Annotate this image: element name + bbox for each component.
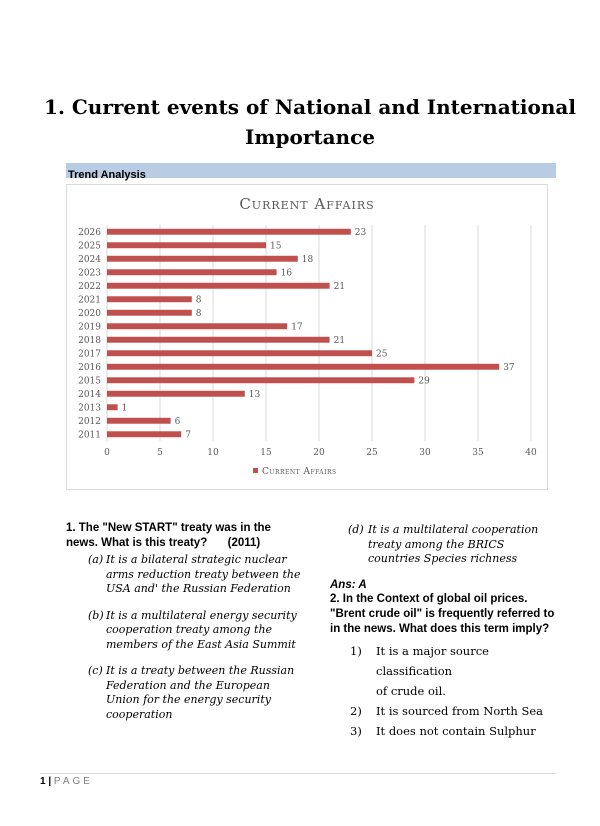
page-number: 1 | bbox=[40, 776, 52, 787]
y-tick-label: 2013 bbox=[78, 403, 101, 414]
question-1-text bbox=[66, 521, 302, 551]
right-column bbox=[330, 521, 558, 741]
question-1 bbox=[66, 521, 302, 722]
bar bbox=[107, 242, 266, 248]
title-line-2: Importance bbox=[244, 125, 376, 149]
x-tick-label: 25 bbox=[366, 448, 378, 458]
x-tick-label: 10 bbox=[207, 448, 219, 458]
y-tick-label: 2025 bbox=[78, 241, 101, 252]
data-label: 16 bbox=[280, 268, 293, 279]
option-label: (a) bbox=[88, 553, 104, 566]
y-tick-label: 2020 bbox=[78, 308, 101, 319]
y-tick-label: 2023 bbox=[78, 268, 101, 279]
title-line-1: 1. Current events of National and International bbox=[44, 95, 576, 119]
y-tick-label: 2012 bbox=[78, 416, 101, 427]
y-tick-label: 2018 bbox=[78, 335, 101, 346]
y-tick-label: 2017 bbox=[78, 349, 101, 360]
bar bbox=[107, 256, 298, 262]
data-label: 21 bbox=[333, 281, 346, 292]
chart-container bbox=[66, 184, 548, 490]
x-tick-label: 0 bbox=[104, 448, 110, 458]
list-item: 3) It does not contain Sulphur bbox=[350, 723, 536, 738]
data-label: 37 bbox=[503, 362, 515, 373]
bar bbox=[107, 269, 277, 275]
question-2-text: 2. In the Context of global oil prices. "Brent crude oil" is frequently referred to in the news. What does this term imply? bbox=[330, 592, 555, 635]
data-label: 18 bbox=[301, 254, 314, 265]
bar bbox=[107, 404, 118, 410]
y-tick-label: 2016 bbox=[78, 362, 101, 373]
data-label: 21 bbox=[333, 335, 346, 346]
data-label: 13 bbox=[248, 389, 261, 400]
bar bbox=[107, 364, 499, 370]
y-tick-label: 2015 bbox=[78, 376, 101, 387]
data-label: 29 bbox=[418, 376, 430, 387]
x-tick-label: 15 bbox=[260, 448, 272, 458]
y-tick-label: 2019 bbox=[78, 322, 101, 333]
legend-swatch bbox=[253, 468, 258, 473]
x-tick-label: 5 bbox=[157, 448, 163, 458]
y-tick-label: 2021 bbox=[78, 295, 101, 306]
page-footer bbox=[40, 776, 93, 787]
y-tick-label: 2022 bbox=[78, 281, 101, 292]
bar bbox=[107, 418, 171, 424]
option-label: (c) bbox=[88, 664, 103, 677]
option-c bbox=[88, 664, 302, 722]
bar bbox=[107, 229, 351, 235]
list-item: of crude oil. bbox=[376, 683, 446, 698]
bar bbox=[107, 310, 192, 316]
x-tick-label: 20 bbox=[313, 448, 325, 458]
data-label: 8 bbox=[195, 295, 202, 306]
x-tick-label: 35 bbox=[472, 448, 484, 458]
legend-label: Current Affairs bbox=[262, 467, 337, 477]
footer-divider bbox=[40, 773, 556, 774]
bar bbox=[107, 323, 287, 329]
y-tick-label: 2014 bbox=[78, 389, 101, 400]
page-title bbox=[40, 92, 580, 152]
bar bbox=[107, 337, 330, 343]
data-label: 8 bbox=[195, 308, 202, 319]
y-tick-label: 2024 bbox=[78, 254, 101, 265]
section-label: Trend Analysis bbox=[68, 169, 146, 181]
option-text: It is a treaty between the Russian Federation and the European Union for the energy security cooperation bbox=[106, 664, 295, 721]
bar bbox=[107, 377, 414, 383]
data-label: 25 bbox=[376, 349, 388, 360]
list-item: 2) It is sourced from North Sea bbox=[350, 703, 543, 718]
list-item: 1) It is a major source classification bbox=[350, 643, 489, 678]
option-text: It is a multilateral energy security cooperation treaty among the members of the East Asia Summit bbox=[106, 608, 297, 651]
section-header bbox=[66, 163, 556, 181]
data-label: 1 bbox=[121, 403, 128, 414]
data-label: 23 bbox=[354, 227, 367, 238]
y-tick-label: 2026 bbox=[78, 227, 101, 238]
bar-chart bbox=[67, 185, 547, 489]
option-label: (b) bbox=[88, 608, 104, 622]
option-d bbox=[348, 523, 558, 567]
data-label: 17 bbox=[291, 322, 303, 333]
data-label: 15 bbox=[270, 241, 282, 252]
x-tick-label: 30 bbox=[419, 448, 431, 458]
data-label: 6 bbox=[174, 416, 181, 427]
option-text: It is a multilateral cooperation treaty among the BRICS countries Species richness bbox=[368, 523, 539, 565]
option-b bbox=[88, 609, 302, 653]
bar bbox=[107, 350, 372, 356]
question-2-list bbox=[330, 641, 558, 741]
bar bbox=[107, 391, 245, 397]
option-text: It is a bilateral strategic nuclear arms reduction treaty between the USA and' the Russian Federation bbox=[106, 553, 301, 595]
bar bbox=[107, 283, 330, 289]
chart-title: Current Affairs bbox=[239, 195, 375, 213]
x-tick-label: 40 bbox=[525, 448, 537, 458]
question-1-stem: 1. The "New START" treaty was in the news. What is this treaty? bbox=[66, 522, 271, 549]
data-label: 7 bbox=[185, 430, 191, 441]
bar bbox=[107, 431, 181, 437]
option-label: (d) bbox=[348, 523, 364, 536]
answer-1: Ans: A bbox=[330, 578, 367, 591]
page-word: PAGE bbox=[53, 776, 93, 787]
question-1-year: (2011) bbox=[227, 537, 261, 549]
bar bbox=[107, 296, 192, 302]
y-tick-label: 2011 bbox=[78, 430, 101, 441]
option-a bbox=[88, 553, 302, 597]
